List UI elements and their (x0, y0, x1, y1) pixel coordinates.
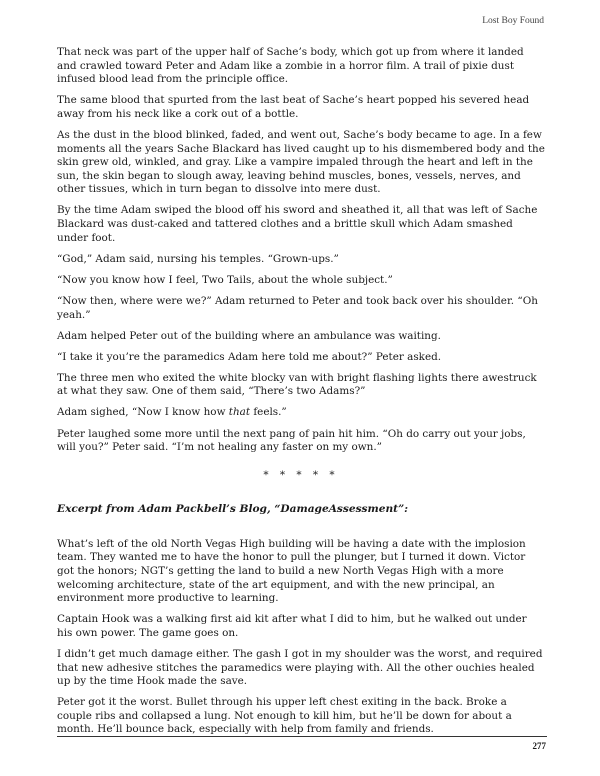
paragraph: The same blood that spurted from the last beat of Sache’s heart popped his severed head away from his neck like a cork out of a bottle. (57, 94, 530, 120)
paragraph: Peter laughed some more until the next pang of pain hit him. “Oh do carry out your jobs, will you?” Peter said. “I’m not healing any faster on my own.” (57, 427, 526, 454)
paragraph: Adam helped Peter out of the building where an ambulance was waiting. (57, 329, 441, 342)
running-header: Lost Boy Found (482, 16, 544, 26)
paragraph: “Now then, where were we?” Adam returned to Peter and took back over his shoulder. “Oh yeah.” (57, 294, 538, 321)
paragraph: Peter got it the worst. Bullet through his upper left chest exiting in the back. Broke a couple ribs and collapsed a lung. Not enough to kill him, but he’ll be down for about a month. He’ll bounce back, especially with help from family and friends. (57, 696, 512, 736)
sigh-text-after: feels.” (250, 406, 287, 419)
footer-rule (57, 736, 547, 737)
excerpt-heading: Excerpt from Adam Packbell’s Blog, “DamageAssessment”: (57, 502, 409, 515)
paragraph-sigh (57, 406, 545, 420)
paragraph: The three men who exited the white blocky van with bright flashing lights there awestruck at what they saw. One of them said, “There’s two Adams?” (57, 371, 537, 398)
page-body (57, 46, 545, 744)
paragraph: I didn’t get much damage either. The gash I got in my shoulder was the worst, and required that new adhesive stitches the paramedics were playing with. All the other ouchies healed up by the time Hook made the save. (57, 647, 543, 688)
paragraph: Captain Hook was a walking first aid kit after what I did to him, but he walked out under his own power. The game goes on. (57, 613, 527, 639)
paragraph: “Now you know how I feel, Two Tails, about the whole subject.” (57, 273, 393, 286)
sigh-emphasis: that (228, 406, 251, 419)
paragraph: “I take it you’re the paramedics Adam here told me about?” Peter asked. (57, 350, 442, 363)
paragraph: “God,” Adam said, nursing his temples. “Grown-ups.” (57, 252, 339, 265)
page-number: 277 (532, 741, 546, 751)
paragraph: That neck was part of the upper half of Sache’s body, which got up from where it landed and crawled toward Peter and Adam like a zombie in a horror film. A trail of pixie dust infused blood lead from the principle office. (57, 46, 524, 86)
paragraph: As the dust in the blood blinked, faded, and went out, Sache’s body became to age. In a few moments all the years Sache Blackard has lived caught up to his dismembered body and the skin grew old, winkled, and gray. Like a vampire impaled through the heart and left in the sun, the skin began to slough away, leaving behind muscles, bones, vessels, nerves, and other tissues, which in turn began to dissolve into mere dust. (57, 128, 545, 196)
paragraph: What’s left of the old North Vegas High building will be having a date with the implosion team. They wanted me to have the honor to pull the plunger, but I turned it down. Victor got the honors; NGT’s getting the land to build a new North Vegas High with a more welcoming architecture, state of the art equipment, and with the new principal, an environment more productive to learning. (57, 537, 526, 605)
paragraph: By the time Adam swiped the blood off his sword and sheathed it, all that was left of Sache Blackard was dust-caked and tattered clothes and a brittle skull which Adam smashed under foot. (57, 204, 538, 244)
sigh-text-before: Adam sighed, “Now I know how (57, 406, 229, 419)
section-separator: * * * * * (263, 468, 339, 481)
